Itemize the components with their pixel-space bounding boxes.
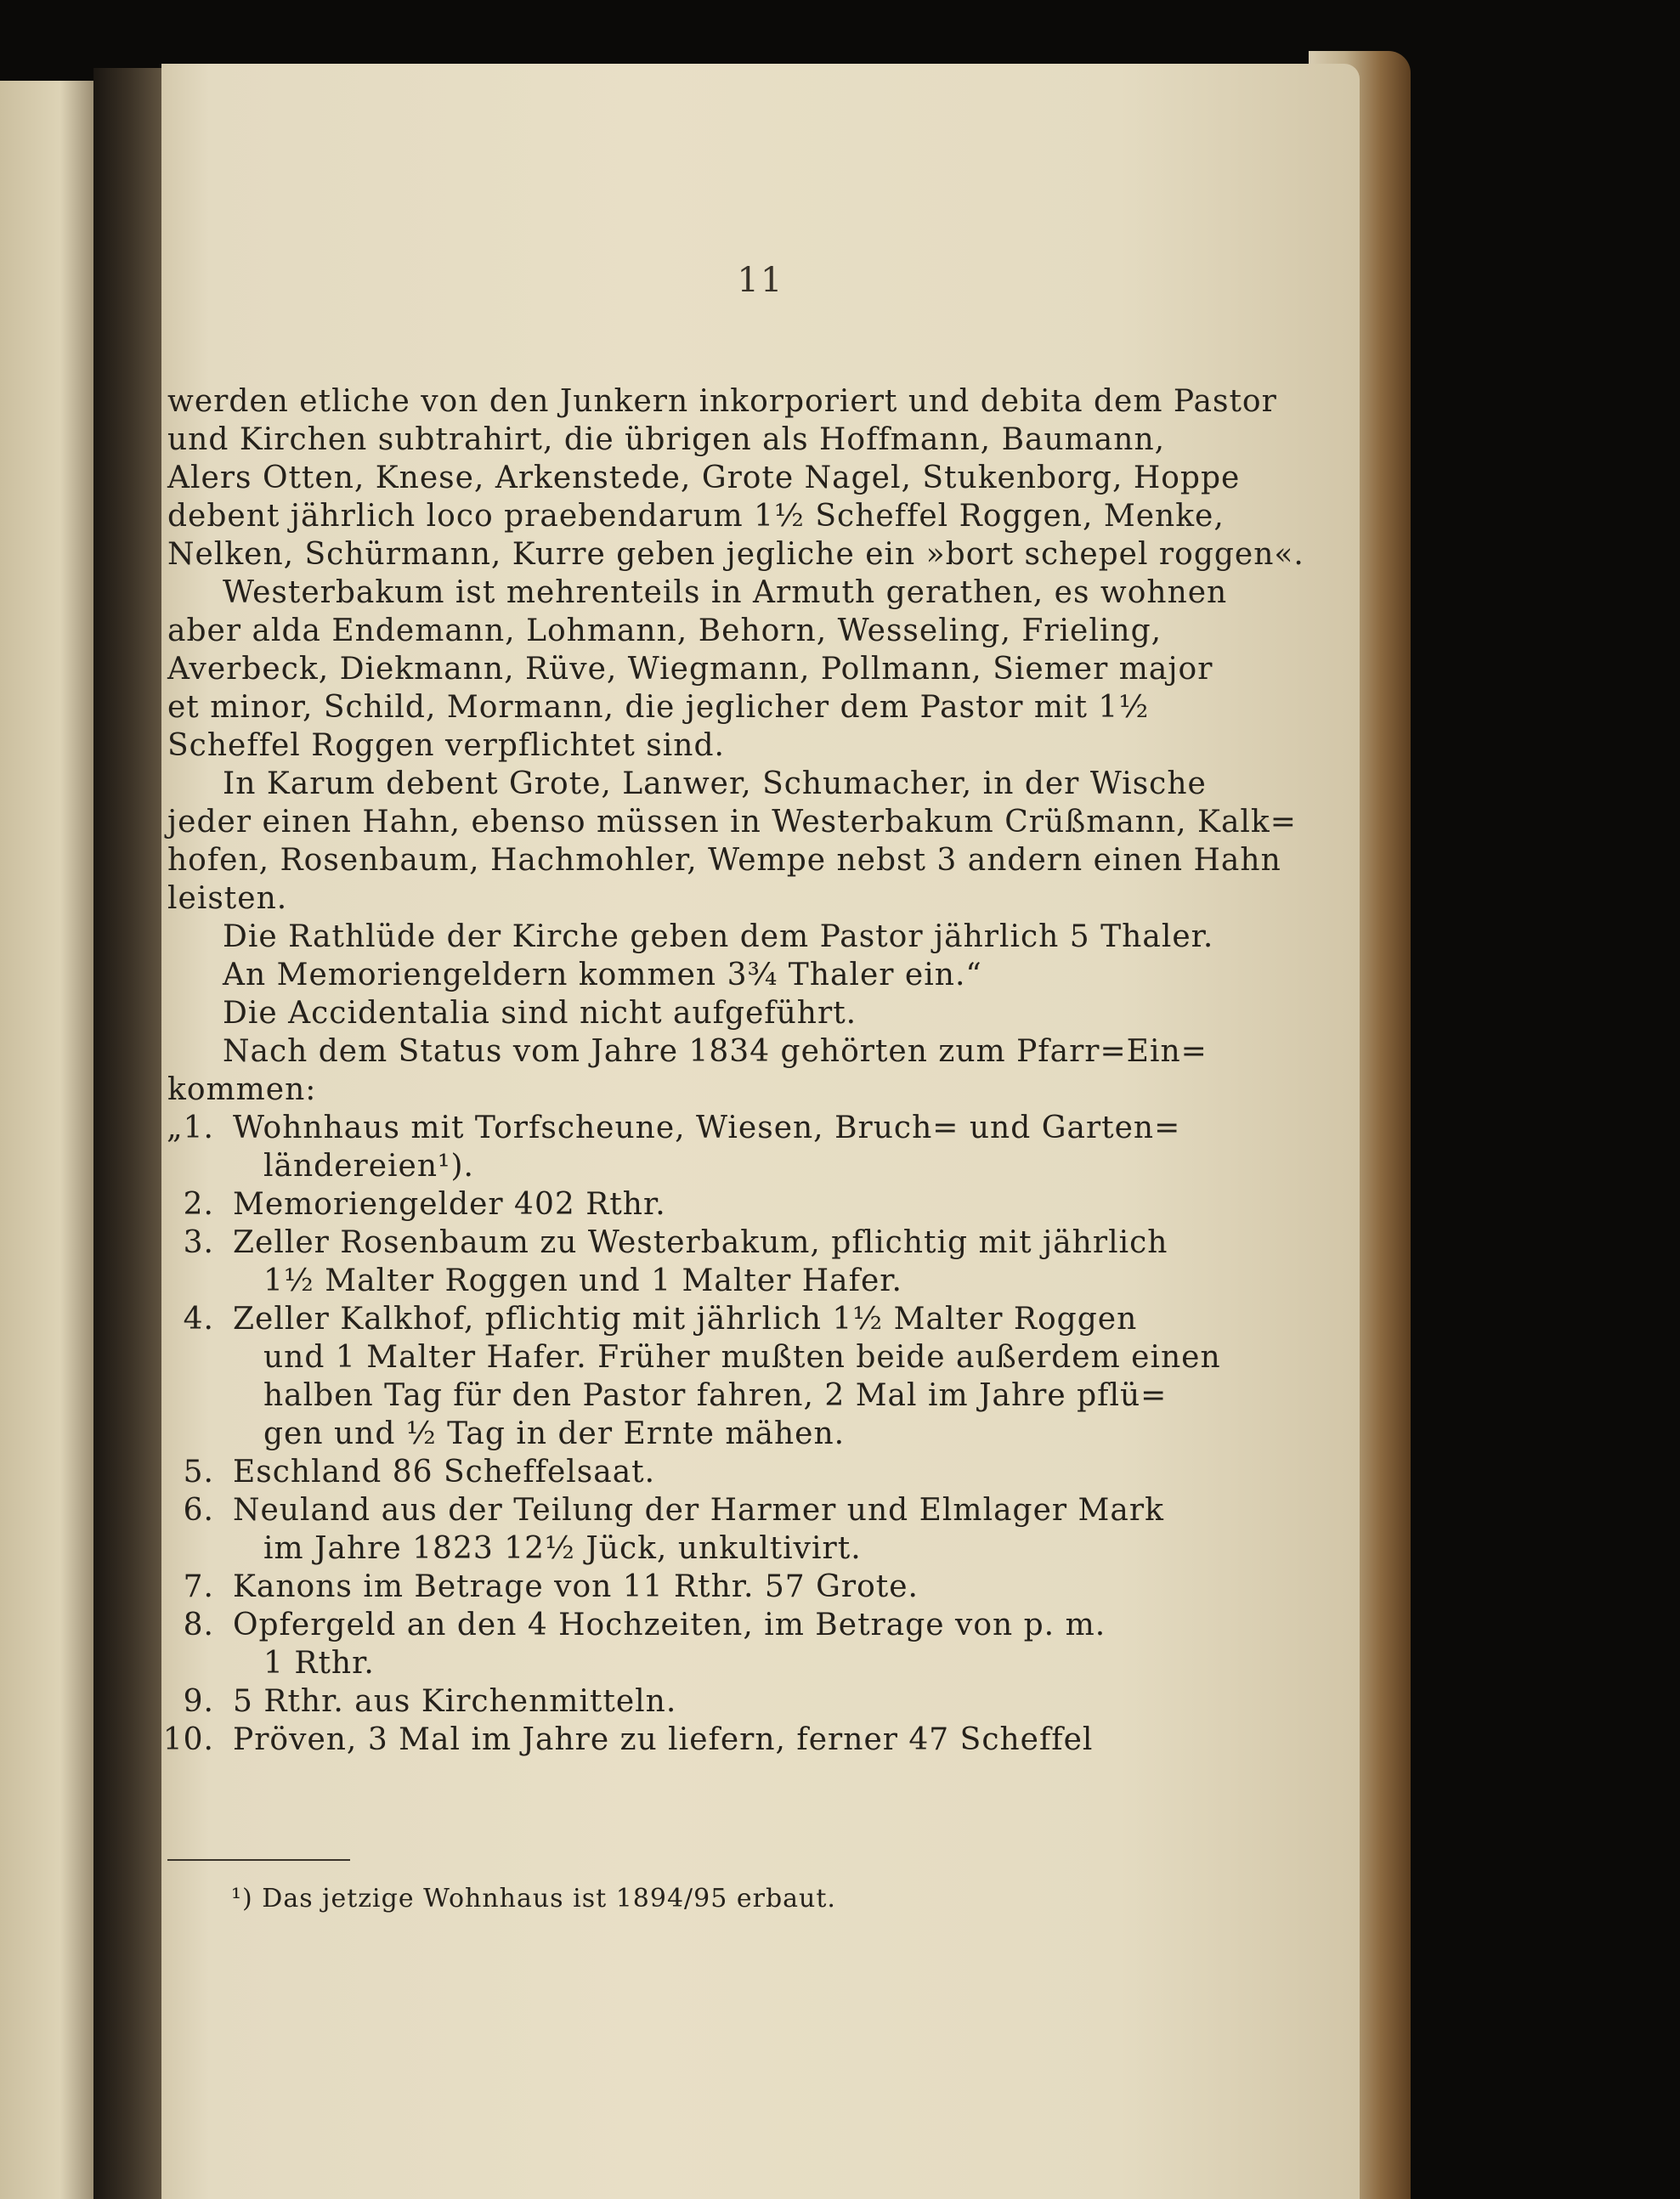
text-line: Die Rathlüde der Kirche geben dem Pastor jährlich 5 Thaler. [223,919,1214,954]
text-line: und Kirchen subtrahirt, die übrigen als Hoffmann, Baumann, [167,422,1166,457]
list-number: 9. [183,1684,214,1719]
list-text: Memoriengelder 402 Rthr. [233,1187,666,1222]
text-line: et minor, Schild, Mormann, die jeglicher dem Pastor mit 1½ [167,690,1150,725]
text-line: aber alda Endemann, Lohmann, Behorn, Wesseling, Frieling, [167,613,1162,648]
list-number: 4. [183,1302,214,1337]
list-item-continuation: halben Tag für den Pastor fahren, 2 Mal im Jahre pflü= [263,1378,1168,1413]
list-item [161,1301,1137,1338]
list-item [161,1569,919,1606]
list-text: Wohnhaus mit Torfscheune, Wiesen, Bruch= und Garten= [233,1111,1181,1145]
list-number: 7. [183,1569,214,1604]
page-number: 11 [737,261,784,300]
list-number: 8. [183,1608,214,1642]
list-number: „1. [167,1111,214,1145]
list-text: Pröven, 3 Mal im Jahre zu liefern, ferner 47 Scheffel [233,1722,1094,1757]
text-line: Scheffel Roggen verpflichtet sind. [167,728,725,763]
text-line: debent jährlich loco praebendarum 1½ Scheffel Roggen, Menke, [167,499,1225,534]
text-line: Averbeck, Diekmann, Rüve, Wiegmann, Pollmann, Siemer major [167,652,1213,687]
footnote: ¹) Das jetzige Wohnhaus ist 1894/95 erbaut. [231,1884,836,1914]
text-line: kommen: [167,1072,317,1107]
list-number: 2. [183,1187,214,1222]
list-item-continuation: und 1 Malter Hafer. Früher mußten beide außerdem einen [263,1340,1221,1375]
list-item-continuation: 1½ Malter Roggen und 1 Malter Hafer. [263,1263,902,1298]
text-line: jeder einen Hahn, ebenso müssen in Westerbakum Crüßmann, Kalk= [167,805,1297,839]
text-line: Die Accidentalia sind nicht aufgeführt. [223,996,857,1031]
list-item [161,1492,1164,1529]
list-text: 5 Rthr. aus Kirchenmitteln. [233,1684,677,1719]
list-number: 6. [183,1493,214,1528]
list-item-continuation: gen und ½ Tag in der Ernte mähen. [263,1416,846,1451]
footnote-divider [167,1859,350,1861]
list-number: 5. [183,1455,214,1490]
list-text: Zeller Kalkhof, pflichtig mit jährlich 1½ Malter Roggen [233,1302,1138,1337]
list-number: 3. [183,1225,214,1260]
list-text: Neuland aus der Teilung der Harmer und Elmlager Mark [233,1493,1164,1528]
list-item [161,1607,1106,1644]
text-line: An Memoriengeldern kommen 3¾ Thaler ein.“ [223,958,982,992]
text-line: In Karum debent Grote, Lanwer, Schumacher, in der Wische [223,766,1207,801]
right-page [161,64,1360,2199]
text-line: hofen, Rosenbaum, Hachmohler, Wempe nebst 3 andern einen Hahn [167,843,1281,878]
text-line: werden etliche von den Junkern inkorporiert und debita dem Pastor [167,384,1277,419]
list-text: Kanons im Betrage von 11 Rthr. 57 Grote. [233,1569,919,1604]
list-item [161,1224,1168,1262]
list-text: Zeller Rosenbaum zu Westerbakum, pflichtig mit jährlich [233,1225,1168,1260]
left-page-edge [0,81,100,2199]
list-item [161,1721,1093,1759]
list-item [161,1683,676,1721]
list-text: Eschland 86 Scheffelsaat. [233,1455,656,1490]
list-item-continuation: 1 Rthr. [263,1646,375,1681]
list-text: Opfergeld an den 4 Hochzeiten, im Betrage von p. m. [233,1608,1106,1642]
text-line: Alers Otten, Knese, Arkenstede, Grote Nagel, Stukenborg, Hoppe [167,461,1241,495]
list-item [161,1186,666,1224]
list-item [161,1110,1180,1147]
text-line: Nach dem Status vom Jahre 1834 gehörten zum Pfarr=Ein= [223,1034,1208,1069]
list-item [161,1454,655,1491]
list-item-continuation: ländereien¹). [263,1149,474,1184]
text-line: Nelken, Schürmann, Kurre geben jegliche ein »bort schepel roggen«. [167,537,1304,572]
list-item-continuation: im Jahre 1823 12½ Jück, unkultivirt. [263,1531,862,1566]
list-number: 10. [162,1722,214,1757]
text-line: Westerbakum ist mehrenteils in Armuth gerathen, es wohnen [223,575,1228,610]
text-line: leisten. [167,881,288,916]
